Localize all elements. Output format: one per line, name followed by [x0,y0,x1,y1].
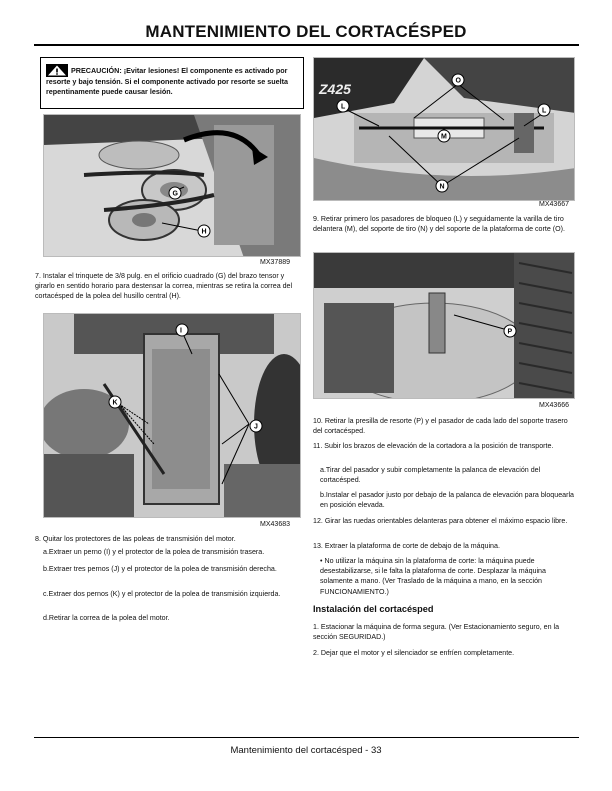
callout-k-label: K [112,399,118,407]
callout-o-label: O [455,77,461,85]
step-10: 10. Retirar la presilla de resorte (P) y el pasador de cada lado del soporte trasero del cortacésped. [313,417,568,436]
step-8: 8. Quitar los protectores de las poleas de transmisión del motor. [35,535,236,543]
callout-l-left-label: L [341,103,346,111]
callout-i [176,324,188,336]
step-12: 12. Girar las ruedas orientables delanteras para obtener el máximo espacio libre. [313,517,568,525]
figure-spring-clip [313,252,575,399]
footer-rule [34,737,579,738]
figure-belt-tensioner [43,114,301,257]
callout-j-label: J [254,423,258,431]
figure-draft-rod [313,57,575,201]
step-11: 11. Subir los brazos de elevación de la cortadora a la posición de transporte. [313,442,554,450]
callout-m-label: M [441,133,447,141]
figure-pulley-guards [43,313,301,518]
callout-l-right-label: L [542,107,547,115]
callout-g-label: G [172,190,178,198]
caution-box [40,57,304,109]
install-step-2: 2. Dejar que el motor y el silenciador se enfríen completamente. [313,649,515,657]
callout-h-label: H [201,228,207,236]
figure-code: MX43667 [539,201,569,208]
callout-n-label: N [439,183,445,191]
step-13-note: • No utilizar la máquina sin la plataforma de corte: la máquina puede desestabilizarse, si le falta la plataforma de corte. Desplazar la máquina solamente a mano. (Ver Traslado de la máquina a mano, en la sección FUNCIONAMIENTO.) [320,557,546,596]
step-13: 13. Extraer la plataforma de corte de debajo de la máquina. [313,542,500,550]
callout-p-label: P [507,328,513,336]
figure-code: MX43683 [260,521,290,528]
page-title: MANTENIMIENTO DEL CORTACÉSPED [145,22,467,41]
step-8-item: b.Extraer tres pernos (J) y el protector de la polea de transmisión derecha. [43,565,277,573]
title-rule [34,44,579,46]
step-8-item: d.Retirar la correa de la polea del motor. [43,614,170,622]
step-11-item: b.Instalar el pasador justo por debajo de la palanca de elevación para bloquearla en posición elevada. [320,491,574,510]
page-footer: Mantenimiento del cortacésped - 33 [230,745,382,756]
step-9: 9. Retirar primero los pasadores de bloqueo (L) y seguidamente la varilla de tiro delantera (M), del soporte de tiro (N) y del soporte de la plataforma de corte (O). [313,215,565,234]
step-8-item: c.Extraer dos pernos (K) y el protector de la polea de transmisión izquierda. [43,590,281,598]
warning-triangle-icon [46,64,68,77]
callout-i-label: I [180,327,182,335]
step-11-item: a.Tirar del pasador y subir completamente la palanca de elevación del cortacésped. [320,466,541,485]
model-decal: Z425 [319,81,351,97]
section-heading: Instalación del cortacésped [313,604,434,614]
step-7: 7. Instalar el trinquete de 3/8 pulg. en el orificio cuadrado (G) del brazo tensor y girarlo en sentido horario para destensar la correa, mientras se retira la correa del cortacésped de la polea del husillo central (H). [35,272,293,301]
step-8-item: a.Extraer un perno (I) y el protector de la polea de transmisión trasera. [43,548,265,556]
install-step-1: 1. Estacionar la máquina de forma segura. (Ver Estacionamiento seguro, en la sección SEGURIDAD.) [313,623,560,642]
figure-code: MX37889 [260,259,290,266]
figure-code: MX43666 [539,402,569,409]
caution-text: PRECAUCIÓN: ¡Evitar lesiones! El componente es activado por resorte y bajo tensión. Si el componente activado por resorte se suelta repentinamente puede causar lesión. [46,66,289,96]
